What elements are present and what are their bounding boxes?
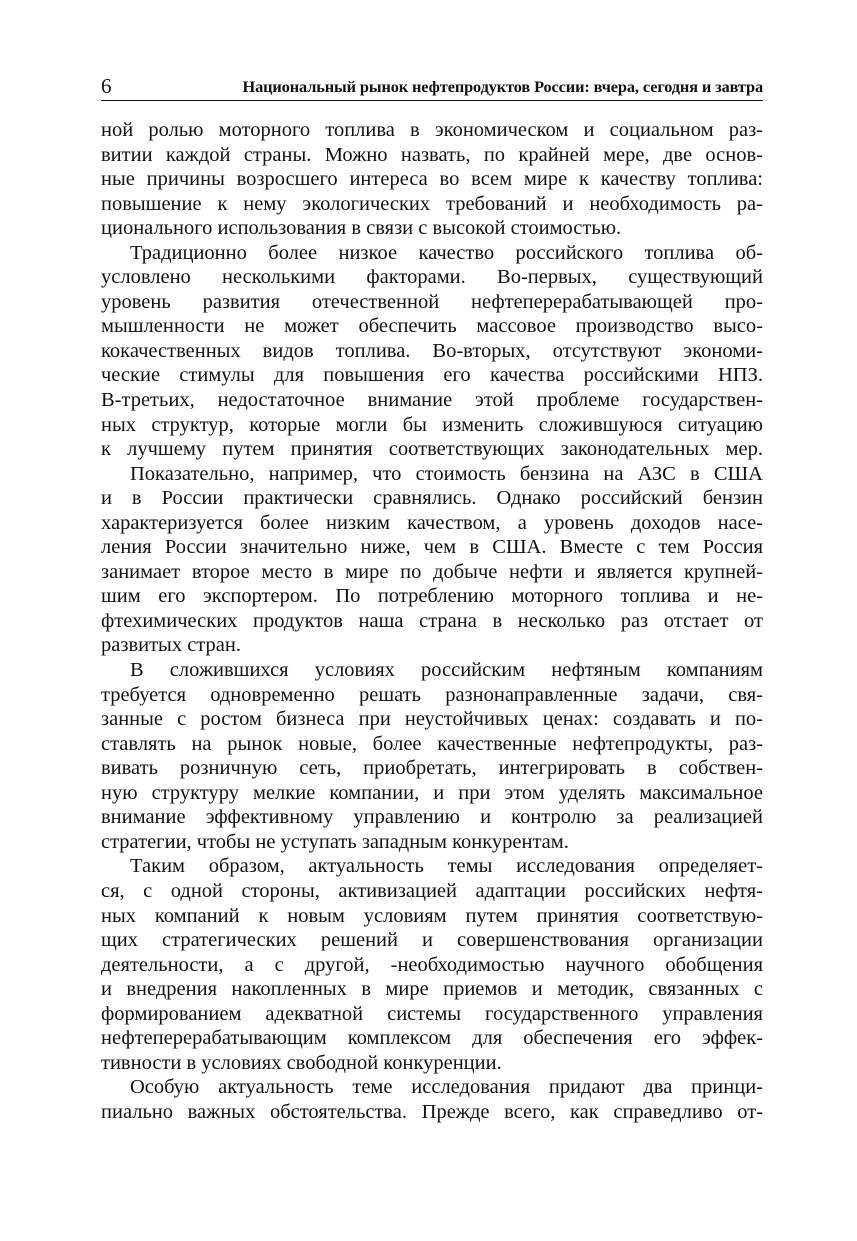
text-line: тивности в условиях свободной конкуренции.	[101, 1051, 502, 1074]
text-line: требуется одновременно решать разнонаправленные задачи, свя-	[101, 683, 763, 706]
paragraph	[101, 854, 763, 1075]
text-line: нефтеперерабатывающим комплексом для обеспечения его эффек-	[101, 1027, 763, 1050]
text-line: занные с ростом бизнеса при неустойчивых ценах: создавать и по-	[101, 708, 763, 731]
text-line: В сложившихся условиях российским нефтяным компаниям	[130, 659, 763, 682]
text-line: ную структуру мелкие компании, и при этом уделять максимальное	[101, 781, 763, 804]
body-text	[101, 118, 763, 1124]
text-line: деятельности, а с другой, -необходимостью научного обобщения	[101, 953, 763, 976]
page-number: 6	[101, 74, 112, 98]
text-line: уровень развития отечественной нефтеперерабатывающей про-	[101, 290, 763, 313]
text-line: В-третьих, недостаточное внимание этой проблеме государствен-	[101, 389, 763, 412]
text-line: Таким образом, актуальность темы исследования определяет-	[130, 855, 763, 878]
text-line: и в России практически сравнялись. Однако российский бензин	[101, 487, 763, 510]
text-line: ления России значительно ниже, чем в США. Вместе с тем Россия	[101, 536, 763, 559]
running-title: Национальный рынок нефтепродуктов России: вчера, сегодня и завтра	[242, 77, 763, 96]
text-line: мышленности не может обеспечить массовое производство высо-	[101, 315, 763, 338]
text-line: ставлять на рынок новые, более качественные нефтепродукты, раз-	[101, 732, 763, 755]
text-line: повышение к нему экологических требований и необходимость ра-	[101, 192, 763, 215]
paragraph	[101, 1075, 763, 1124]
text-line: витии каждой страны. Можно назвать, по крайней мере, две основ-	[101, 143, 763, 166]
text-line: характеризуется более низким качеством, а уровень доходов насе-	[101, 511, 763, 534]
text-line: развитых стран.	[101, 634, 241, 657]
text-line: условлено несколькими факторами. Во-первых, существующий	[101, 266, 763, 289]
paragraph	[101, 658, 763, 854]
running-header	[101, 74, 763, 101]
paragraph	[101, 462, 763, 658]
text-line: ционального использования в связи с высокой стоимостью.	[101, 217, 622, 240]
text-line: ные причины возросшего интереса во всем мире к качеству топлива:	[101, 168, 763, 191]
text-line: пиально важных обстоятельства. Прежде всего, как справедливо от-	[101, 1100, 763, 1123]
text-line: щих стратегических решений и совершенствования организации	[101, 929, 763, 952]
text-line: стратегии, чтобы не уступать западным конкурентам.	[101, 830, 569, 853]
text-line: Традиционно более низкое качество российского топлива об-	[130, 241, 763, 264]
text-line: формированием адекватной системы государственного управления	[101, 1002, 763, 1025]
text-line: кокачественных видов топлива. Во-вторых, отсутствуют экономи-	[101, 339, 763, 362]
text-line: Особую актуальность теме исследования придают два принци-	[130, 1076, 763, 1099]
text-line: к лучшему путем принятия соответствующих законодательных мер.	[101, 438, 763, 461]
text-line: ных структур, которые могли бы изменить сложившуюся ситуацию	[101, 413, 763, 436]
paragraph	[101, 118, 763, 241]
text-line: ной ролью моторного топлива в экономическом и социальном раз-	[101, 119, 763, 141]
text-line: занимает второе место в мире по добыче нефти и является крупней-	[101, 560, 763, 583]
text-line: и внедрения накопленных в мире приемов и методик, связанных с	[101, 978, 763, 1001]
text-line: ных компаний к новым условиям путем принятия соответствую-	[101, 904, 763, 927]
text-line: ся, с одной стороны, активизацией адаптации российских нефтя-	[101, 879, 763, 902]
text-line: ческие стимулы для повышения его качества российскими НПЗ.	[101, 364, 763, 387]
text-line: вивать розничную сеть, приобретать, интегрировать в собствен-	[101, 757, 763, 780]
paragraph	[101, 241, 763, 462]
text-line: фтехимических продуктов наша страна в несколько раз отстает от	[101, 609, 763, 632]
text-line: шим его экспортером. По потреблению моторного топлива и не-	[101, 585, 763, 608]
text-line: Показательно, например, что стоимость бензина на АЗС в США	[130, 462, 763, 485]
text-line: внимание эффективному управлению и контролю за реализацией	[101, 806, 763, 829]
